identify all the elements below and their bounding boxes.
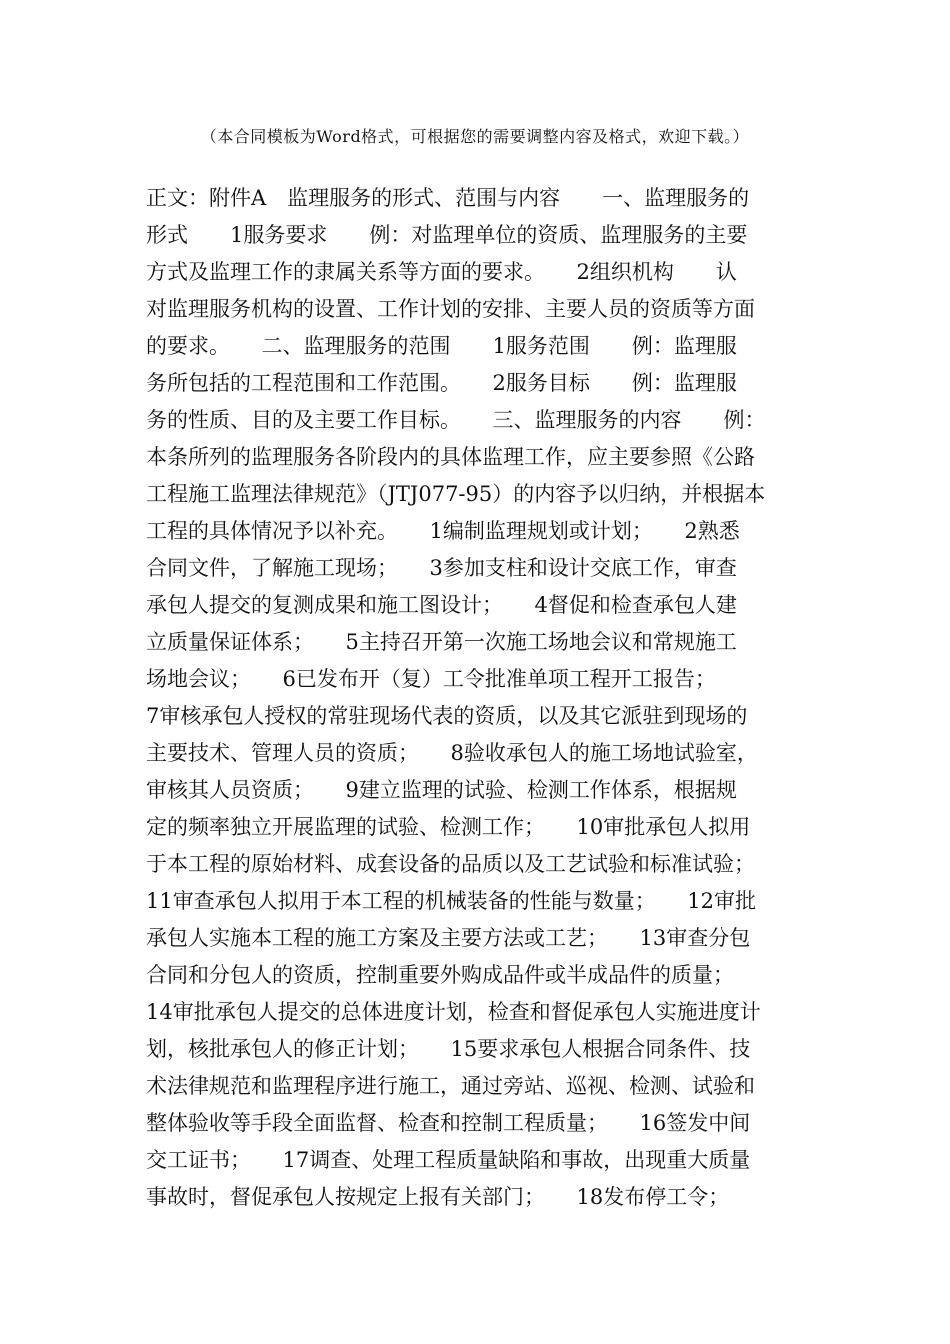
body-line: 7审核承包人授权的常驻现场代表的资质，以及其它派驻到现场的	[146, 704, 748, 728]
body-line: 立质量保证体系； 5主持召开第一次施工场地会议和常规施工	[146, 630, 737, 654]
body-line: 场地会议； 6已发布开（复）工令批准单项工程开工报告；	[146, 667, 716, 691]
body-text	[146, 180, 806, 1216]
body-line: 审核其人员资质； 9建立监理的试验、检测工作体系，根据规	[146, 778, 737, 802]
body-line: 务的性质、目的及主要工作目标。 三、监理服务的内容 例：	[146, 408, 766, 432]
body-line: 合同和分包人的资质，控制重要外购成品件或半成品件的质量；	[146, 963, 734, 987]
body-line: 主要技术、管理人员的资质； 8验收承包人的施工场地试验室，	[146, 741, 758, 765]
body-line: 14审批承包人提交的总体进度计划，检查和督促承包人实施进度计	[146, 1000, 761, 1024]
body-line: 事故时，督促承包人按规定上报有关部门； 18发布停工令；	[146, 1185, 730, 1209]
body-line: 整体验收等手段全面监督、检查和控制工程质量； 16签发中间	[146, 1111, 751, 1135]
body-line: 工程的具体情况予以补充。 1编制监理规划或计划； 2熟悉	[146, 519, 740, 543]
body-line: 术法律规范和监理程序进行施工，通过旁站、巡视、检测、试验和	[146, 1074, 755, 1098]
body-line: 方式及监理工作的隶属关系等方面的要求。 2组织机构 认	[146, 260, 737, 284]
body-line: 合同文件，了解施工现场； 3参加支柱和设计交底工作，审查	[146, 556, 737, 580]
body-line: 11审查承包人拟用于本工程的机械装备的性能与数量； 12审批	[146, 889, 756, 913]
body-line: 务所包括的工程范围和工作范围。 2服务目标 例：监理服	[146, 371, 737, 395]
body-line: 形式 1服务要求 例：对监理单位的资质、监理服务的主要	[146, 223, 748, 247]
body-line: 正文：附件A 监理服务的形式、范围与内容 一、监理服务的	[146, 186, 750, 210]
body-line: 承包人实施本工程的施工方案及主要方法或工艺； 13审查分包	[146, 926, 751, 950]
body-line: 于本工程的原始材料、成套设备的品质以及工艺试验和标准试验；	[146, 852, 755, 876]
body-line: 对监理服务机构的设置、工作计划的安排、主要人员的资质等方面	[146, 297, 755, 321]
body-line: 本条所列的监理服务各阶段内的具体监理工作，应主要参照《公路	[146, 445, 755, 469]
body-line: 承包人提交的复测成果和施工图设计； 4督促和检查承包人建	[146, 593, 737, 617]
body-line: 交工证书； 17调查、处理工程质量缺陷和事故，出现重大质量	[146, 1148, 751, 1172]
body-line: 的要求。 二、监理服务的范围 1服务范围 例：监理服	[146, 334, 737, 358]
body-line: 工程施工监理法律规范》（JTJ077-95）的内容予以归纳，并根据本	[146, 482, 766, 506]
body-line: 划，核批承包人的修正计划； 15要求承包人根据合同条件、技	[146, 1037, 751, 1061]
body-line: 定的频率独立开展监理的试验、检测工作； 10审批承包人拟用	[146, 815, 751, 839]
template-note: （本合同模板为Word格式，可根据您的需要调整内容及格式，欢迎下载。）	[200, 127, 750, 146]
